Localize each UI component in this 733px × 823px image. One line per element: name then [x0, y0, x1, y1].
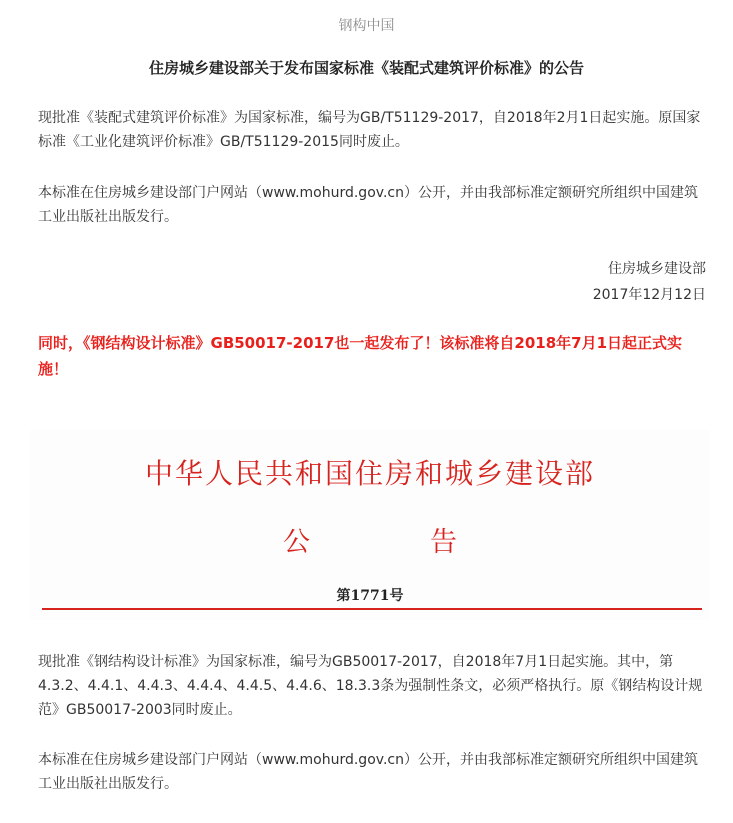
- notice-gong-char: 公: [283, 527, 310, 558]
- signature-org: 住房城乡建设部: [608, 261, 706, 277]
- source-label: 钢构中国: [338, 18, 395, 34]
- highlight-announcement: 同时，《钢结构设计标准》GB50017-2017也一起发布了！该标准将自2018年7月1日起正式实施！: [38, 334, 683, 378]
- article-paragraph-1: 现批准《装配式建筑评价标准》为国家标准，编号为GB/T51129-2017，自2018年2月1日起实施。原国家标准《工业化建筑评价标准》GB/T51129-2015同时废止。: [38, 110, 701, 150]
- notice-paragraph-1: 现批准《钢结构设计标准》为国家标准，编号为GB50017-2017，自2018年7月1日起实施。其中，第4.3.2、4.4.1、4.4.3、4.4.4、4.4.5、4.4.6、18.3.3条为强制性条文，必须严格执行。原《钢结构设计规范》GB50017-2003同时废止。: [38, 654, 703, 718]
- notice-paragraph-2: 本标准在住房城乡建设部门户网站（www.mohurd.gov.cn）公开，并由我部标准定额研究所组织中国建筑工业出版社出版发行。: [38, 752, 698, 792]
- signature-block: [593, 256, 706, 308]
- notice-red-rule: [42, 608, 702, 610]
- article-paragraph-2: 本标准在住房城乡建设部门户网站（www.mohurd.gov.cn）公开，并由我部标准定额研究所组织中国建筑工业出版社出版发行。: [38, 185, 698, 225]
- signature-date: 2017年12月12日: [592, 287, 706, 303]
- notice-image: [30, 430, 710, 620]
- notice-gao-char: 告: [430, 527, 457, 558]
- notice-gonggao-heading: [30, 520, 710, 559]
- article-title: 住房城乡建设部关于发布国家标准《装配式建筑评价标准》的公告: [148, 59, 584, 77]
- notice-number: 第1771号: [336, 588, 404, 604]
- notice-org-heading: 中华人民共和国住房和城乡建设部: [144, 457, 595, 490]
